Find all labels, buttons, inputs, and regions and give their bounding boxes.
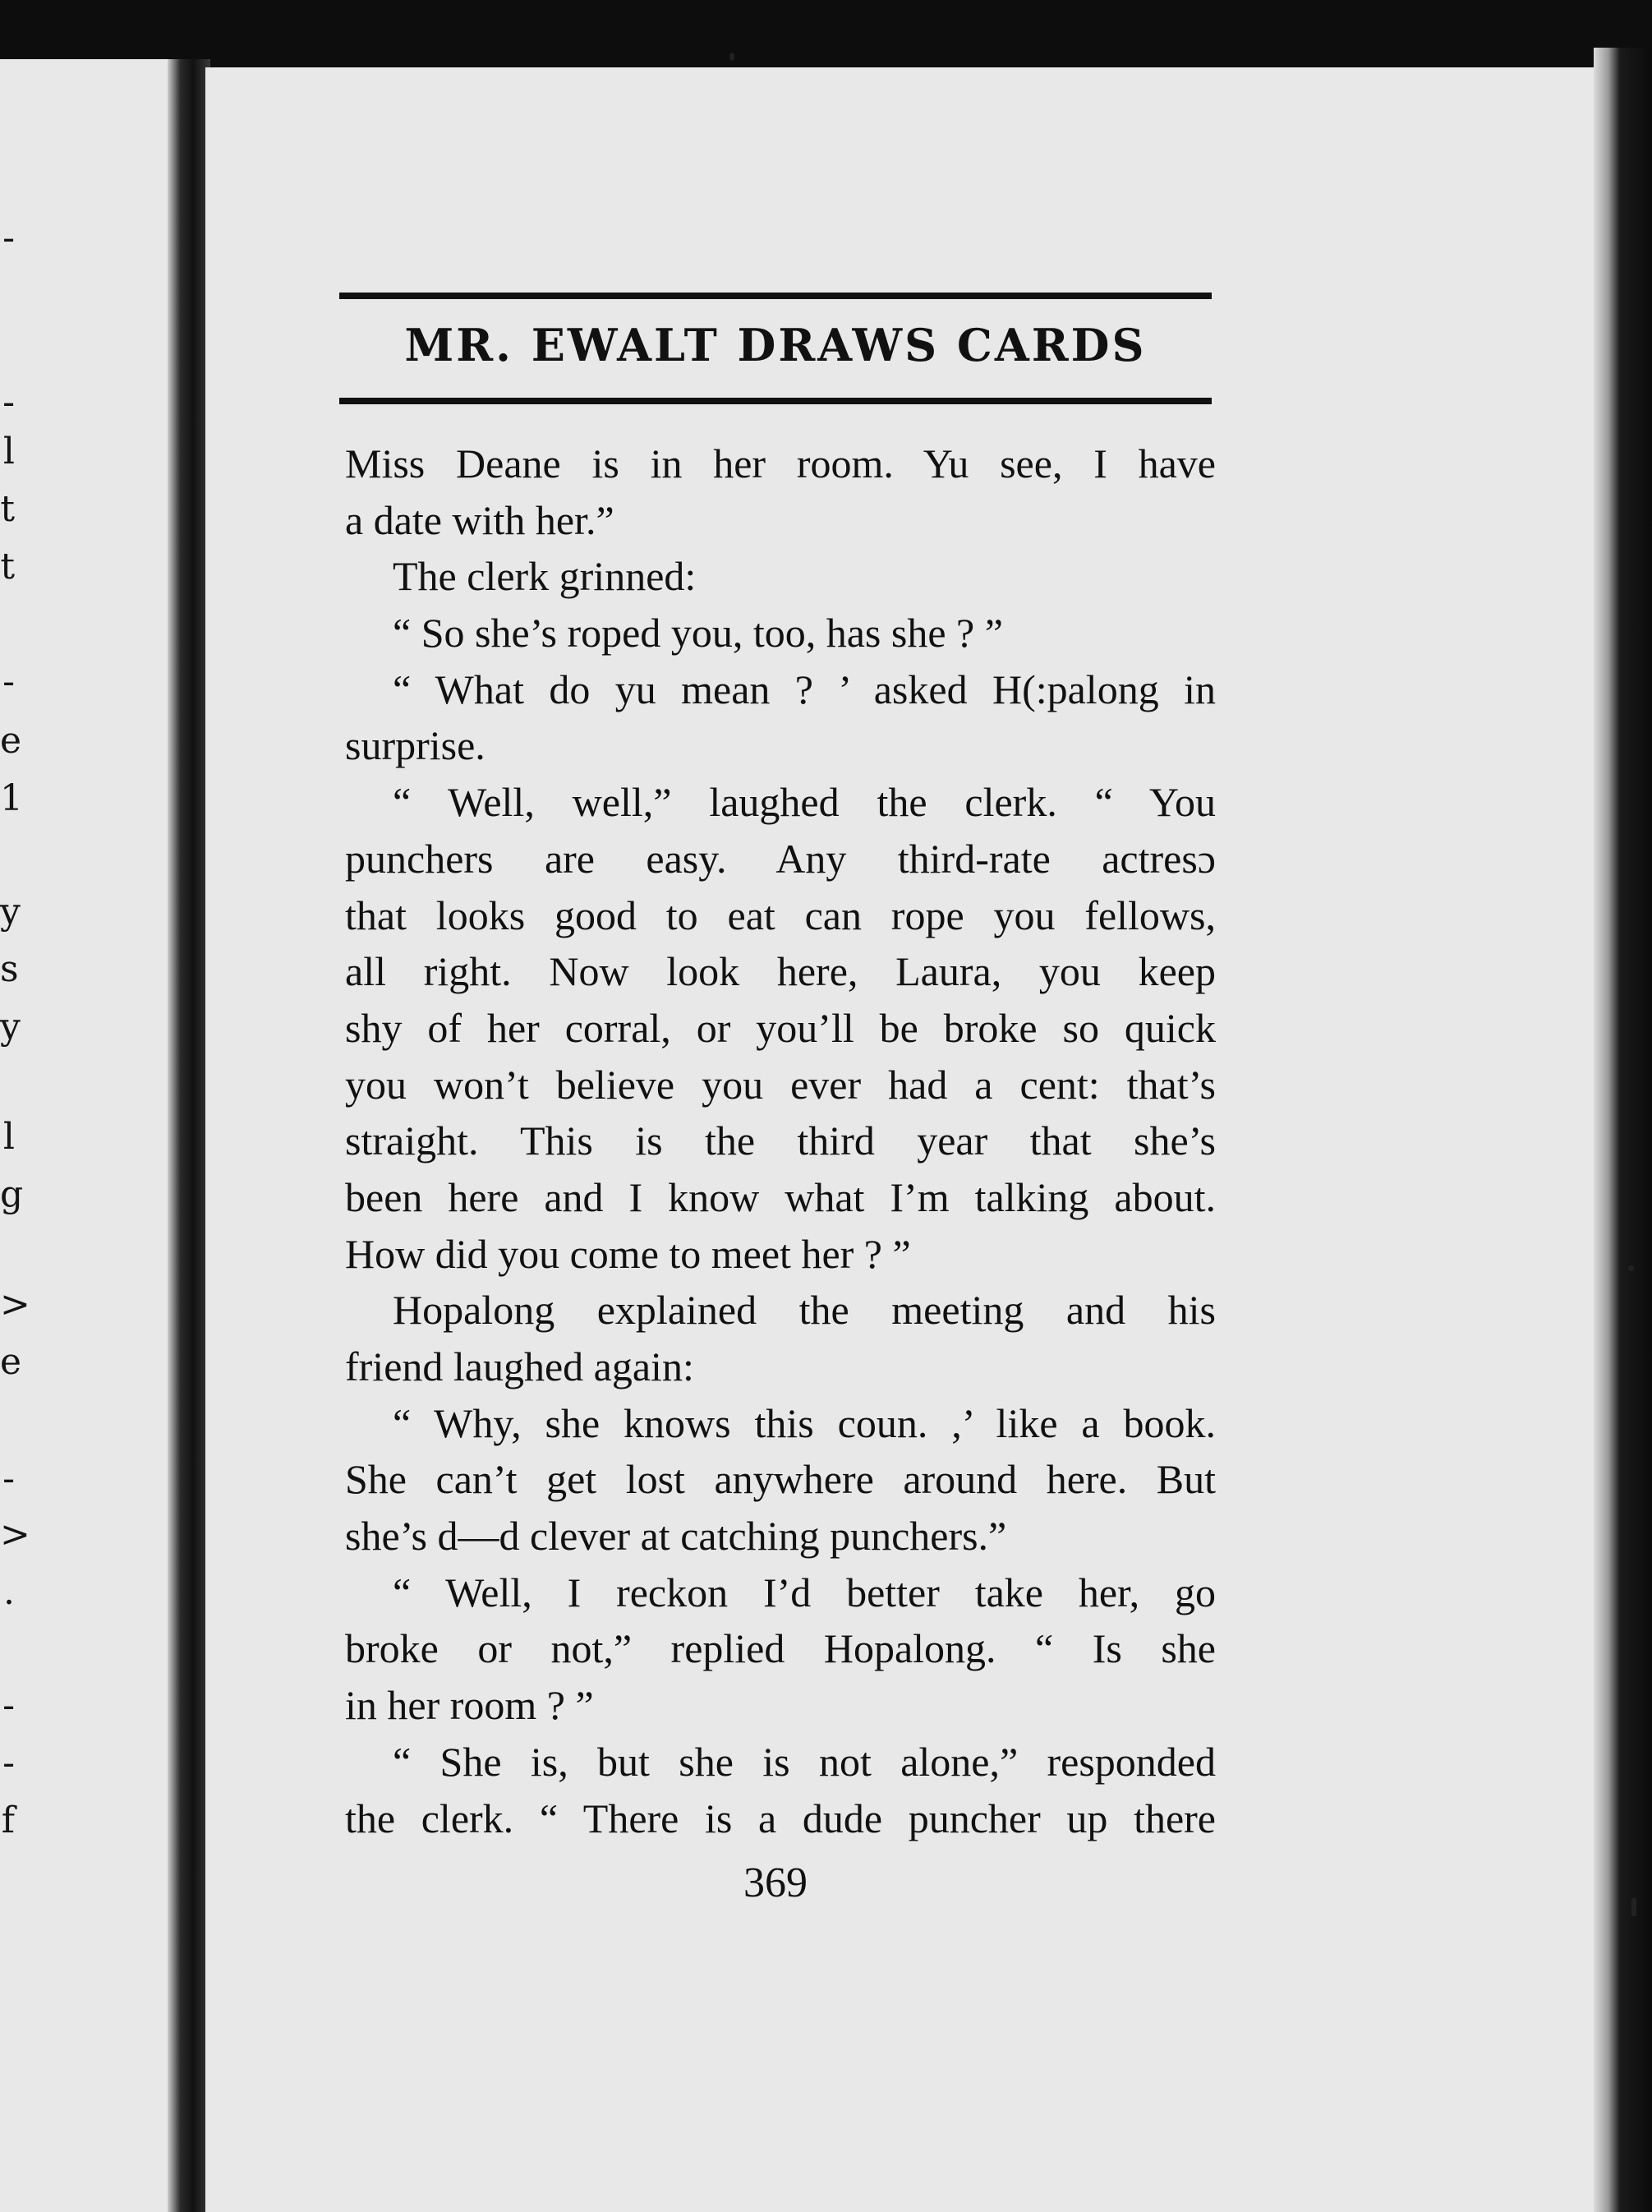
dust-speck xyxy=(1631,1898,1636,1916)
text-line: broke or not,” replied Hopalong. “ Is she xyxy=(345,1625,1216,1672)
text-line: that looks good to eat can rope you fellows, xyxy=(345,892,1216,938)
text-line: “ Well, I reckon I’d better take her, go xyxy=(393,1569,1216,1615)
prev-page-fragment: - xyxy=(2,1742,15,1784)
text-line: She can’t get lost anywhere around here. But xyxy=(345,1456,1216,1503)
text-line: Miss Deane is in her room. Yu see, I have xyxy=(345,440,1216,486)
prev-page-fragment: - xyxy=(2,1458,15,1500)
text-line: punchers are easy. Any third-rate actresɔ xyxy=(345,835,1216,882)
text-line: Hopalong explained the meeting and his xyxy=(393,1287,1216,1334)
text-line: a date with her.” xyxy=(345,496,614,543)
prev-page-fragment: l xyxy=(2,1116,15,1158)
prev-page-fragment: - xyxy=(2,1684,15,1726)
text-line: straight. This is the third year that she’s xyxy=(345,1118,1216,1164)
text-line: “ What do yu mean ? ’ asked H(:palong in xyxy=(393,666,1216,712)
prev-page-fragment: l xyxy=(2,431,15,472)
text-line: friend laughed again: xyxy=(345,1343,694,1389)
prev-page-fragment: y xyxy=(0,891,21,933)
page-number: 369 xyxy=(743,1859,808,1906)
prev-page-fragment: . xyxy=(3,1571,15,1613)
prev-page-fragment: - xyxy=(2,217,15,259)
text-line: “ Why, she knows this coun. ,’ like a book. xyxy=(393,1399,1216,1446)
text-line: How did you come to meet her ? ” xyxy=(345,1230,911,1277)
book-gutter xyxy=(168,59,210,2212)
prev-page-fragment: s xyxy=(0,948,19,990)
prev-page-fragment: 1 xyxy=(0,777,23,819)
text-line: you won’t believe you ever had a cent: that’s xyxy=(345,1061,1216,1108)
prev-page-fragment: - xyxy=(2,661,15,703)
running-head: MR. EWALT DRAWS CARDS xyxy=(404,319,1147,371)
prev-page-fragment: e xyxy=(0,1341,22,1383)
prev-page-fragment: f xyxy=(1,1800,15,1841)
text-line: surprise. xyxy=(345,722,485,769)
page-edge-shadow xyxy=(1594,48,1652,2212)
text-line: been here and I know what I’m talking about. xyxy=(345,1173,1216,1220)
body-text xyxy=(345,435,1216,1846)
text-line: shy of her corral, or you’ll be broke so quick xyxy=(345,1004,1216,1051)
text-line: “ Well, well,” laughed the clerk. “ You xyxy=(393,779,1216,826)
previous-page-edge xyxy=(0,59,181,2212)
text-line: she’s d—d clever at catching punchers.” xyxy=(345,1513,1007,1560)
text-line: all right. Now look here, Laura, you keep xyxy=(345,948,1216,995)
prev-page-fragment: t xyxy=(0,488,15,530)
prev-page-fragment: t xyxy=(0,546,15,588)
prev-page-fragment: > xyxy=(0,1283,30,1325)
prev-page-fragment: y xyxy=(0,1006,21,1048)
prev-page-fragment: g xyxy=(0,1173,24,1215)
prev-page-fragment: e xyxy=(0,720,22,762)
text-line: The clerk grinned: xyxy=(393,553,697,600)
text-line: the clerk. “ There is a dude puncher up there xyxy=(345,1795,1216,1841)
header-rule-top xyxy=(339,293,1212,299)
text-line: in her room ? ” xyxy=(345,1682,594,1729)
header-rule-bottom xyxy=(339,398,1212,404)
prev-page-fragment: - xyxy=(2,381,15,423)
dust-speck xyxy=(729,53,734,61)
text-line: “ She is, but she is not alone,” responded xyxy=(393,1738,1216,1785)
dust-speck xyxy=(1628,1265,1634,1271)
prev-page-fragment: > xyxy=(0,1514,30,1555)
text-line: “ So she’s roped you, too, has she ? ” xyxy=(393,610,1003,657)
